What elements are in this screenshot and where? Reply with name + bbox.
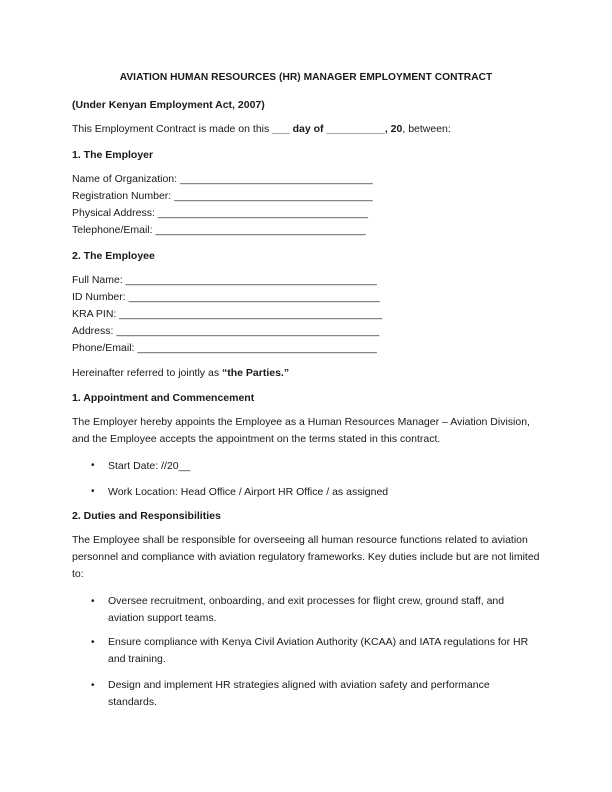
appointment-start-date: Start Date: //20__ <box>108 460 191 472</box>
appointment-text: The Employer hereby appoints the Employee as a Human Resources Manager – Aviation Division, and the Employee accepts the appointment on the terms stated in this contract. <box>72 416 530 445</box>
intro-date-blank[interactable]: ___ day of __________, 20 <box>272 123 403 135</box>
employee-field-id[interactable]: ID Number: ___________________________________________ <box>72 291 380 303</box>
bullet-icon: • <box>91 460 95 471</box>
document-subtitle: (Under Kenyan Employment Act, 2007) <box>72 99 265 111</box>
duty-item: Oversee recruitment, onboarding, and exit processes for flight crew, ground staff, and aviation support teams. <box>108 595 505 624</box>
employee-field-address[interactable]: Address: _____________________________________________ <box>72 325 380 337</box>
employee-field-kra-pin[interactable]: KRA PIN: _____________________________________________ <box>72 308 383 320</box>
employee-field-name[interactable]: Full Name: ___________________________________________ <box>72 274 377 286</box>
intro-prefix: This Employment Contract is made on this <box>72 123 273 135</box>
duties-heading: 2. Duties and Responsibilities <box>72 510 221 522</box>
parties-prefix: Hereinafter referred to jointly as <box>72 367 222 379</box>
employee-field-contact[interactable]: Phone/Email: _________________________________________ <box>72 342 377 354</box>
bullet-icon: • <box>91 486 95 497</box>
duty-item: Ensure compliance with Kenya Civil Aviation Authority (KCAA) and IATA regulations for HR and training. <box>108 636 529 665</box>
employer-field-registration[interactable]: Registration Number: __________________________________ <box>72 190 373 202</box>
employer-heading: 1. The Employer <box>72 149 154 161</box>
parties-line <box>72 367 289 379</box>
intro-suffix: , between: <box>402 123 451 135</box>
bullet-icon: • <box>91 596 95 607</box>
employer-field-contact[interactable]: Telephone/Email: ____________________________________ <box>72 224 366 236</box>
bullet-icon: • <box>91 680 95 691</box>
employee-heading: 2. The Employee <box>72 250 155 262</box>
duty-item: Design and implement HR strategies aligned with aviation safety and performance standards. <box>108 679 490 708</box>
employer-field-organization[interactable]: Name of Organization: _________________________________ <box>72 173 373 185</box>
bullet-icon: • <box>91 637 95 648</box>
appointment-work-location: Work Location: Head Office / Airport HR Office / as assigned <box>108 486 389 498</box>
parties-term: “the Parties.” <box>221 367 290 379</box>
document-title: AVIATION HUMAN RESOURCES (HR) MANAGER EMPLOYMENT CONTRACT <box>119 72 493 83</box>
intro-line <box>72 123 451 135</box>
appointment-heading: 1. Appointment and Commencement <box>72 392 255 404</box>
employer-field-address[interactable]: Physical Address: ____________________________________ <box>72 207 369 219</box>
duties-text: The Employee shall be responsible for overseeing all human resource functions related to aviation personnel and compliance with aviation regulatory frameworks. Key duties include but are not limited to: <box>72 534 540 580</box>
